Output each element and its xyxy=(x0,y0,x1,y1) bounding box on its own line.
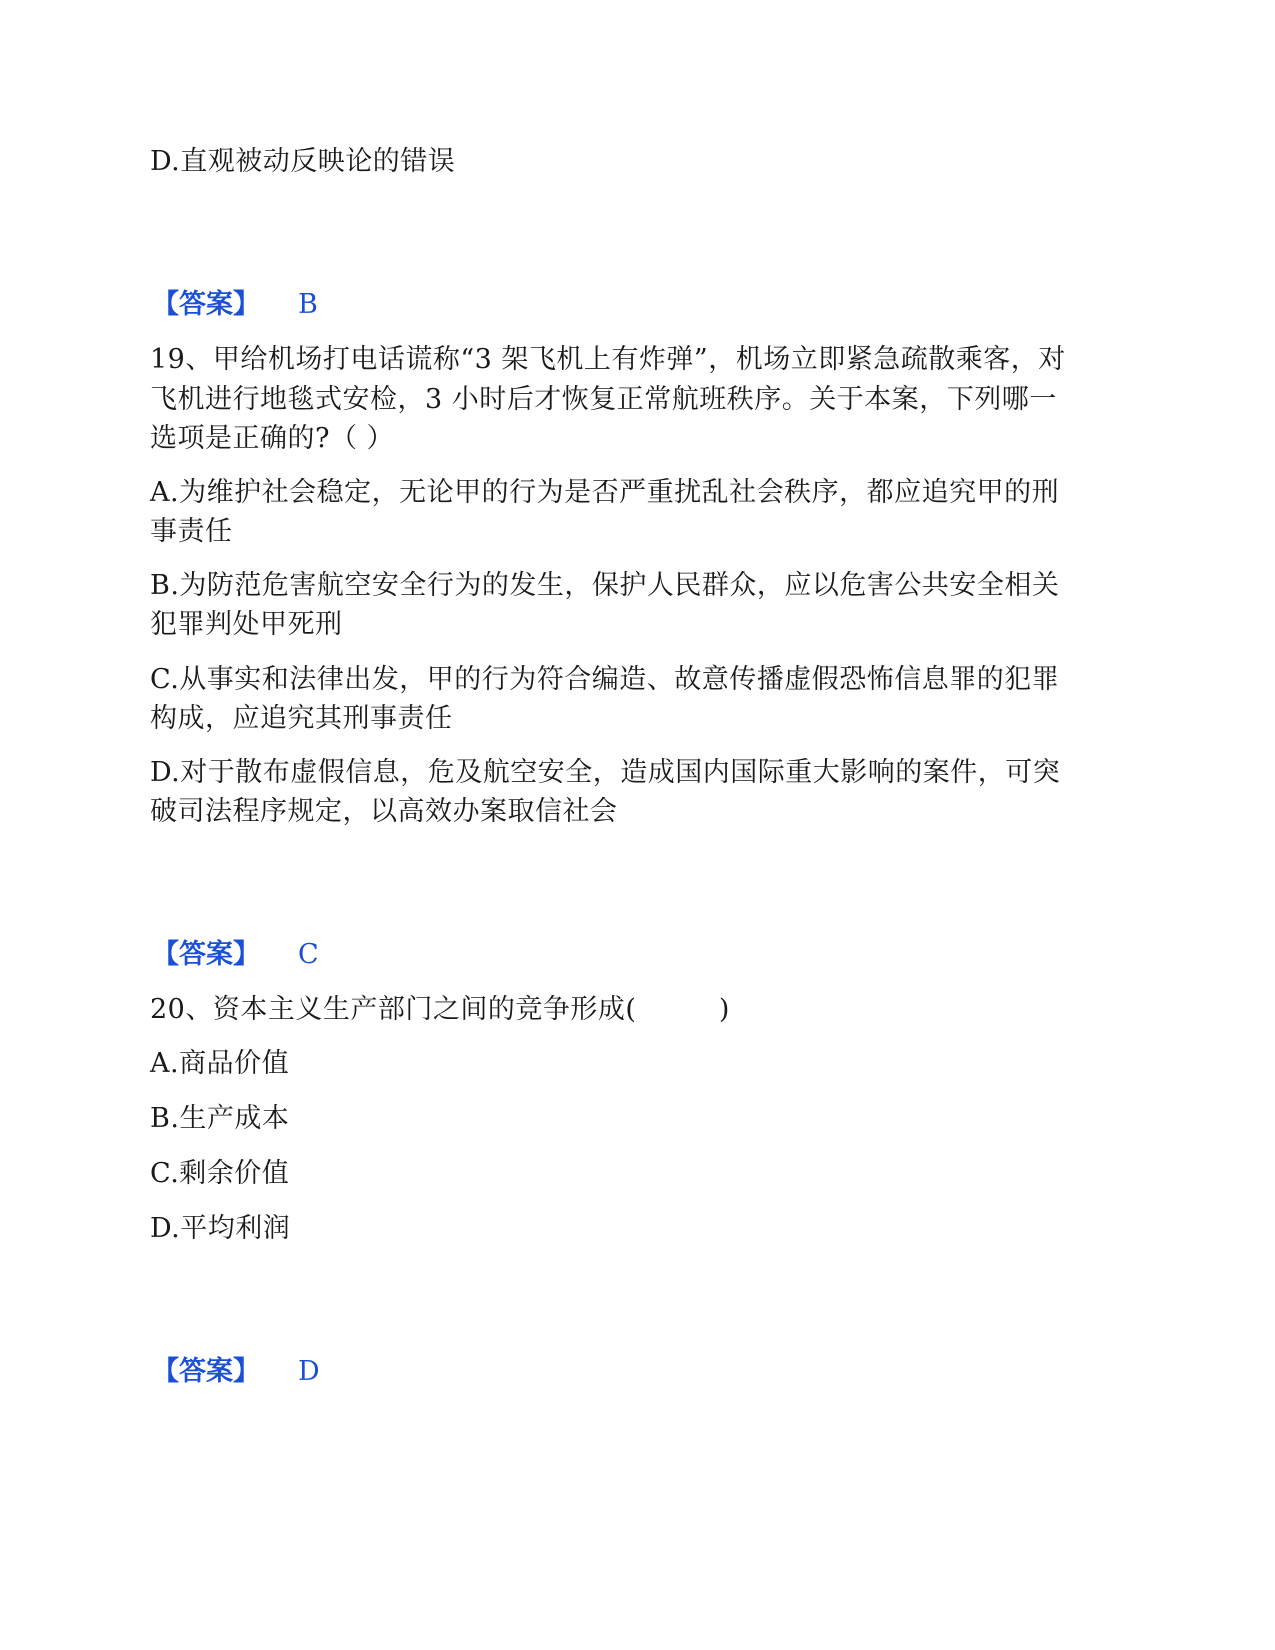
answer-q20 xyxy=(152,1352,320,1392)
answer-value: C xyxy=(298,939,319,970)
q20-option-d: D.平均利润 xyxy=(150,1213,291,1244)
q19-option-d-line-1: D.对于散布虚假信息，危及航空安全，造成国内国际重大影响的案件，可突 xyxy=(150,757,1061,788)
prev-option-d: D.直观被动反映论的错误 xyxy=(150,146,456,177)
q19-option-a-line-1: A.为维护社会稳定，无论甲的行为是否严重扰乱社会秩序，都应追究甲的刑 xyxy=(150,477,1060,508)
answer-label: 【答案】 xyxy=(152,289,260,320)
q19-option-c-line-1: C.从事实和法律出发，甲的行为符合编造、故意传播虚假恐怖信息罪的犯罪 xyxy=(150,664,1060,695)
answer-label: 【答案】 xyxy=(152,1356,260,1387)
q20-option-c: C.剩余价值 xyxy=(150,1158,290,1189)
answer-prev xyxy=(152,285,318,325)
q20-option-a: A.商品价值 xyxy=(150,1048,290,1079)
answer-value: D xyxy=(298,1356,320,1387)
q19-option-c-line-2: 构成，应追究其刑事责任 xyxy=(150,703,453,734)
q19-option-b-line-1: B.为防范危害航空安全行为的发生，保护人民群众，应以危害公共安全相关 xyxy=(150,570,1060,601)
q20-stem: 20、资本主义生产部门之间的竞争形成( ) xyxy=(150,994,730,1025)
q19-stem-line-3: 选项是正确的?（ ） xyxy=(150,423,395,454)
q19-stem-line-1: 19、甲给机场打电话谎称“3 架飞机上有炸弹”，机场立即紧急疏散乘客，对 xyxy=(150,344,1066,375)
answer-q19 xyxy=(152,935,319,975)
answer-value: B xyxy=(298,289,318,320)
q19-option-a-line-2: 事责任 xyxy=(150,516,233,547)
q20-option-b: B.生产成本 xyxy=(150,1103,290,1134)
q19-option-d-line-2: 破司法程序规定，以高效办案取信社会 xyxy=(150,796,618,827)
answer-label: 【答案】 xyxy=(152,939,260,970)
q19-option-b-line-2: 犯罪判处甲死刑 xyxy=(150,609,343,640)
q19-stem-line-2: 飞机进行地毯式安检，3 小时后才恢复正常航班秩序。关于本案，下列哪一 xyxy=(150,384,1057,415)
